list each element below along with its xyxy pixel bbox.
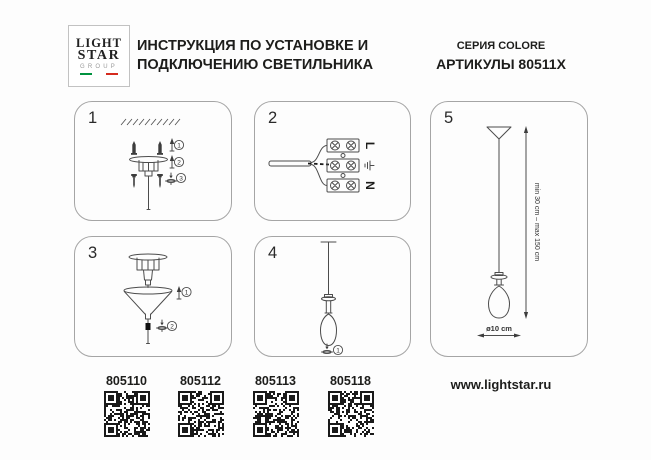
step-1-badge [174, 140, 183, 149]
step-1-badge [182, 287, 191, 296]
diameter-dimension [477, 324, 521, 338]
panel-5-number: 5 [444, 109, 454, 127]
logo-text-light: LIGHT [76, 35, 122, 50]
height-range-label: min 30 cm – max 150 cm [533, 182, 540, 262]
article-number: 805118 [329, 374, 372, 388]
qr-code-icon [178, 391, 224, 437]
svg-text:3: 3 [179, 175, 183, 183]
teardrop-shade-icon [489, 286, 510, 318]
tighten-screw-icon [166, 173, 177, 185]
svg-text:1: 1 [184, 289, 189, 297]
supply-cable-icon [269, 161, 311, 166]
qr-code-icon [328, 391, 374, 437]
lightstar-logo [68, 25, 130, 87]
panel-step-4-diffuser [254, 236, 411, 357]
mounting-plate-icon [129, 254, 167, 288]
up-arrow-icon [170, 155, 174, 168]
diagram-diffuser [255, 237, 410, 356]
tighten-screw-icon [157, 320, 168, 332]
qr-item [89, 374, 164, 442]
title-line-2: ПОДКЛЮЧЕНИЮ СВЕТИЛЬНИКА [137, 57, 374, 73]
article-number: 805113 [254, 374, 297, 388]
mounting-plate-icon [130, 157, 168, 177]
line-wire [311, 146, 327, 163]
qr-code-icon [253, 391, 299, 437]
qr-item [313, 374, 388, 442]
panel-step-2-wiring [254, 101, 411, 221]
step-1-badge [333, 345, 342, 354]
logo-text-group: GROUP [79, 63, 118, 70]
neutral-label: N [363, 181, 377, 190]
series-label: СЕРИЯ COLORE [456, 40, 546, 52]
panel-step-1-mounting [74, 101, 232, 221]
panel-3-number: 3 [88, 244, 98, 262]
teardrop-shade-icon [321, 314, 337, 346]
socket-icon [322, 295, 336, 314]
panel-step-5-dimensions [430, 101, 588, 357]
line-label: L [363, 141, 377, 150]
step-2-badge [174, 157, 183, 166]
qr-item [163, 374, 238, 442]
articles-label: АРТИКУЛЫ 80511X [436, 56, 566, 72]
anchor-icon [131, 141, 163, 155]
up-arrow-icon [170, 138, 174, 151]
up-arrow-icon [177, 286, 181, 299]
socket-icon [491, 273, 507, 286]
article-number: 805110 [105, 374, 148, 388]
height-dimension [524, 126, 540, 319]
title-line-1: ИНСТРУКЦИЯ ПО УСТАНОВКЕ И [137, 38, 369, 54]
article-number: 805112 [179, 374, 222, 388]
logo-text-star: STAR [77, 47, 121, 63]
svg-text:1: 1 [177, 142, 181, 150]
step-2-badge [167, 321, 176, 330]
page-title [137, 37, 373, 75]
svg-text:2: 2 [177, 159, 181, 167]
svg-text:1: 1 [336, 347, 340, 355]
diagram-terminal-wiring [255, 102, 410, 220]
ceiling-hatch-icon [121, 119, 180, 125]
svg-text:2: 2 [170, 323, 174, 331]
panel-2-number: 2 [268, 109, 278, 127]
cone-shade-icon [124, 287, 172, 319]
cone-canopy-icon [487, 127, 511, 139]
panel-1-number: 1 [88, 109, 98, 127]
website-link: www.lightstar.ru [450, 377, 552, 392]
diagram-canopy-assembly [75, 237, 231, 356]
diagram-ceiling-fixing [75, 102, 231, 220]
step-3-badge [176, 173, 185, 182]
panel-step-3-canopy [74, 236, 232, 357]
cord-grip-icon [146, 323, 151, 330]
qr-item [238, 374, 313, 442]
terminal-block-icon [327, 139, 359, 192]
panel-4-number: 4 [268, 244, 278, 262]
diagram-pendant-dimensions [431, 102, 587, 356]
italian-flag-icon [80, 73, 118, 76]
diameter-label: ø10 cm [486, 324, 512, 333]
neutral-wire [311, 165, 327, 186]
ground-icon [365, 161, 374, 170]
qr-code-icon [104, 391, 150, 437]
